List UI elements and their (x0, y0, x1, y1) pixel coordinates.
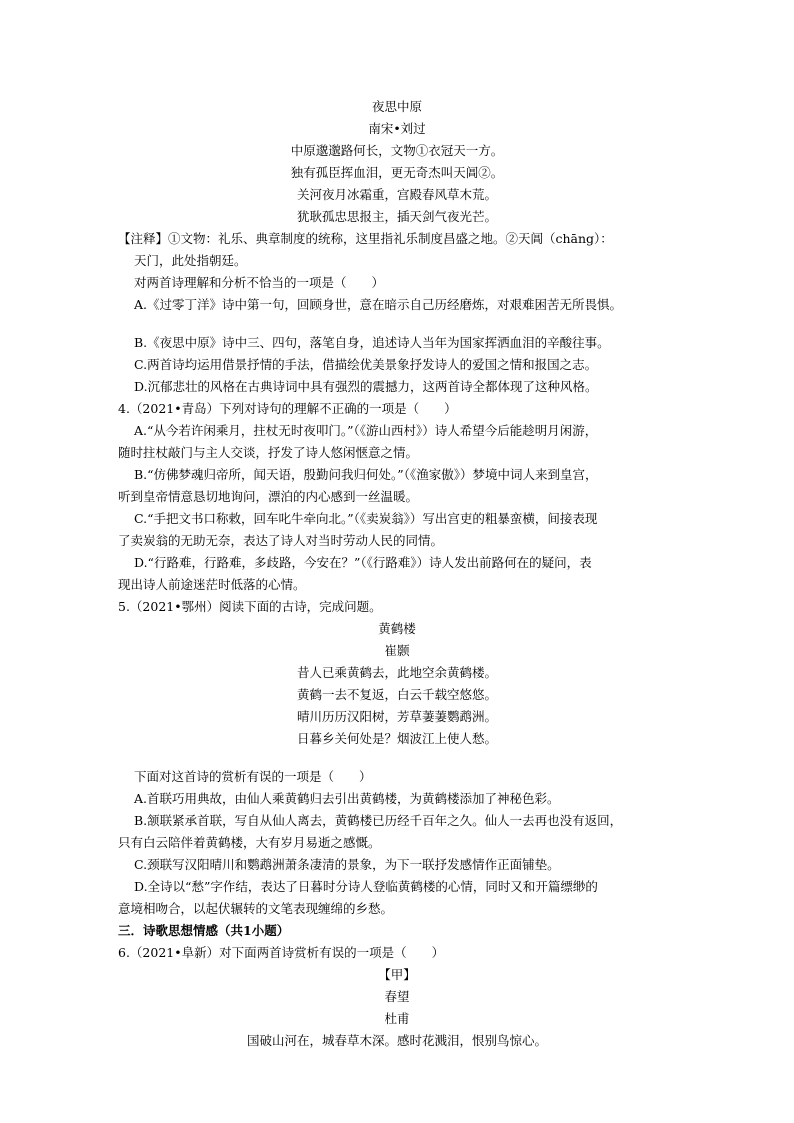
question-stem: 5.（2021•鄂州）阅读下面的古诗，完成问题。 (118, 599, 382, 614)
option-b: B.颔联紧承首联，写自从仙人离去，黄鹤楼已历经千百年之久。仙人一去再也没有返回， (134, 813, 623, 828)
poem-author: 南宋•刘过 (368, 121, 426, 136)
poem-line: 黄鹤一去不复返，白云千载空悠悠。 (296, 687, 497, 702)
question-stem: 对两首诗理解和分析不恰当的一项是（ ） (134, 275, 385, 290)
poem-line: 中原邈邈路何长，文物①衣冠天一方。 (290, 143, 504, 158)
option-c: C.颈联写汉阳晴川和鹦鹉洲萧条凄清的景象，为下一联抒发感情作正面铺垫。 (134, 857, 560, 872)
option-a: A.首联巧用典故，由仙人乘黄鹤归去引出黄鹤楼，为黄鹤楼添加了神秘色彩。 (134, 791, 560, 806)
poem-mark: 【甲】 (378, 967, 416, 982)
option-d-cont: 意境相吻合，以起伏辗转的文笔表现缠绵的乡愁。 (118, 901, 394, 916)
poem-line: 关河夜月冰霜重，宫殿春风草木荒。 (296, 187, 497, 202)
question-stem: 6.（2021•阜新）对下面两首诗赏析有误的一项是（ ） (118, 945, 445, 960)
poem-author: 崔颢 (384, 643, 410, 658)
annotation: 天门，此处指朝廷。 (134, 253, 247, 268)
poem-line: 昔人已乘黄鹤去，此地空余黄鹤楼。 (296, 665, 497, 680)
poem-title: 春望 (384, 989, 410, 1004)
option-c-cont: 了卖炭翁的无助无奈，表达了诗人对当时劳动人民的同情。 (118, 533, 444, 548)
option-a: A.“从今若许闲乘月，拄杖无时夜叩门。”（《游山西村》）诗人希望今后能趁明月闲游， (134, 423, 598, 438)
option-b: B.“仿佛梦魂归帝所，闻天语，殷勤问我归何处。”（《渔家傲》）梦境中词人来到皇宫， (134, 467, 598, 482)
option-b: B.《夜思中原》诗中三、四句，落笔自身，追述诗人当年为国家挥洒血泪的辛酸往事。 (134, 335, 610, 350)
option-d: D.沉郁悲壮的风格在古典诗词中具有强烈的震撼力，这两首诗全都体现了这种风格。 (134, 379, 598, 394)
annotation: 【注释】①文物：礼乐、典章制度的统称，这里指礼乐制度昌盛之地。②天阊（chāng）： (118, 231, 613, 246)
question-stem: 4.（2021•青岛）下列对诗句的理解不正确的一项是（ ） (118, 401, 457, 416)
poem-title: 夜思中原 (371, 99, 422, 114)
option-d: D.“行路难，行路难，多歧路，今安在？”（《行路难》）诗人发出前路何在的疑问，表 (134, 555, 592, 570)
option-b-cont: 听到皇帝情意恳切地询问，漂泊的内心感到一丝温暖。 (118, 489, 419, 504)
poem-line: 犹耿孤忠思报主，插天剑气夜光芒。 (296, 209, 497, 224)
section-heading: 三．诗歌思想情感（共1小题） (118, 923, 290, 938)
poem-line: 国破山河在，城春草木深。感时花溅泪，恨别鸟惊心。 (246, 1033, 547, 1048)
option-c: C.两首诗均运用借景抒情的手法，借描绘优美景象抒发诗人的爱国之情和报国之志。 (134, 357, 598, 372)
question-sub: 下面对这首诗的赏析有误的一项是（ ） (134, 769, 372, 784)
poem-author: 杜甫 (384, 1011, 410, 1026)
option-a-cont: 随时拄杖敲门与主人交谈，抒发了诗人悠闲惬意之情。 (118, 445, 419, 460)
option-c: C.“手把文书口称敕，回车叱牛牵向北。”（《卖炭翁》）写出宫吏的粗暴蛮横，间接表现 (134, 511, 598, 526)
poem-line: 晴川历历汉阳树，芳草萋萋鹦鹉洲。 (296, 709, 497, 724)
option-a: A.《过零丁洋》诗中第一句，回顾身世，意在暗示自己历经磨炼，对艰难困苦无所畏惧。 (134, 297, 623, 312)
option-b-cont: 只有白云陪伴着黄鹤楼，大有岁月易逝之感慨。 (118, 835, 381, 850)
option-d: D.全诗以“愁”字作结，表达了日暮时分诗人登临黄鹤楼的心情，同时又和开篇缥缈的 (134, 879, 598, 894)
option-d-cont: 现出诗人前途迷茫时低落的心情。 (118, 577, 306, 592)
poem-title: 黄鹤楼 (378, 621, 416, 636)
poem-line: 日暮乡关何处是？烟波江上使人愁。 (296, 731, 497, 746)
poem-line: 独有孤臣挥血泪，更无奇杰叫天阊②。 (290, 165, 504, 180)
